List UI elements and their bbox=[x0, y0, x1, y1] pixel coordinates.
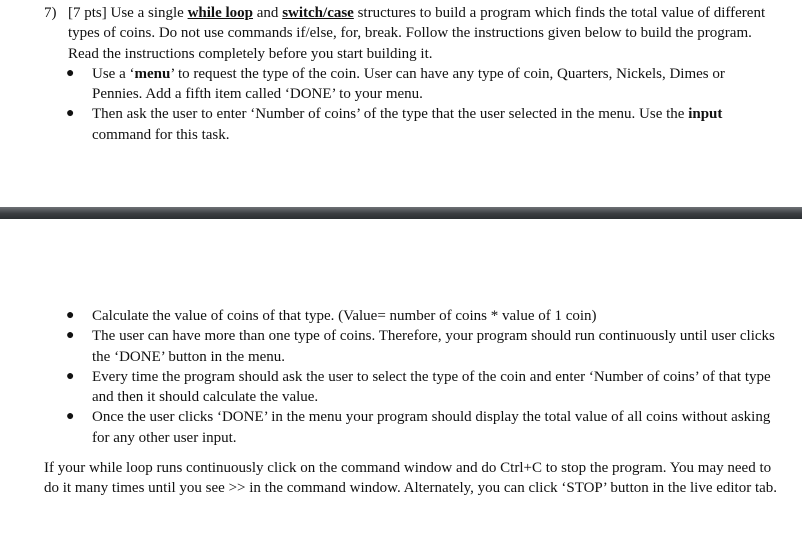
instruction-list-part2 bbox=[44, 306, 779, 448]
bullet-text-b: command for this task. bbox=[92, 126, 230, 143]
question-number: 7) bbox=[44, 5, 57, 21]
bullet-text: Calculate the value of coins of that type. (Value= number of coins * value of 1 coin) bbox=[92, 308, 597, 324]
list-item bbox=[44, 407, 779, 448]
question-text bbox=[68, 3, 779, 64]
keyword-input: input bbox=[688, 106, 723, 123]
bullet-icon: ● bbox=[66, 409, 75, 425]
intro-text-a: Use a single bbox=[110, 5, 188, 21]
list-item bbox=[44, 326, 779, 367]
bullet-text: Every time the program should ask the user to select the type of the coin and enter ‘Number of coins’ of that type and then it should calculate the value. bbox=[92, 368, 771, 406]
intro-text-c: structures to build a program which finds the total value of different types of coins. Do not use commands if/else, for, break. Follow the instructions given below to build the program. Read the instructions completely before you start building it. bbox=[68, 5, 766, 62]
bullet-icon: ● bbox=[66, 328, 75, 344]
list-item bbox=[44, 306, 779, 326]
bullet-text-a: Then ask the user to enter ‘Number of coins’ of the type that the user selected in the menu. Use the bbox=[92, 106, 689, 123]
intro-text-b: and bbox=[253, 5, 283, 21]
bullet-text-a: Use a ‘ bbox=[92, 65, 135, 82]
bullet-text: Once the user clicks ‘DONE’ in the menu your program should display the total value of all coins without asking for any other user input. bbox=[92, 409, 771, 446]
bullet-icon: ● bbox=[66, 65, 75, 81]
keyword-while-loop: while loop bbox=[187, 5, 254, 21]
bullet-icon: ● bbox=[66, 308, 75, 323]
question-points: [7 pts] bbox=[68, 5, 107, 21]
bullet-icon: ● bbox=[66, 106, 75, 122]
page-divider-bar bbox=[0, 207, 802, 219]
keyword-menu: menu bbox=[134, 65, 171, 82]
keyword-switch-case: switch/case bbox=[282, 5, 354, 21]
bullet-text: The user can have more than one type of coins. Therefore, your program should run continuously until user clicks the ‘DONE’ button in the menu. bbox=[92, 328, 775, 365]
bullet-icon: ● bbox=[66, 368, 75, 384]
list-item bbox=[44, 104, 779, 145]
question-7-continued bbox=[44, 306, 779, 499]
list-item bbox=[44, 367, 779, 408]
closing-paragraph: If your while loop runs continuously click on the command window and do Ctrl+C to stop the program. You may need to do it many times until you see >> in the command window. Alternately, you can click ‘STOP’ button in the live editor tab. bbox=[44, 460, 778, 497]
bullet-text-b: ’ to request the type of the coin. User can have any type of coin, Quarters, Nickels, Dimes or Pennies. Add a fifth item called ‘DONE’ to your menu. bbox=[92, 65, 725, 103]
question-7 bbox=[44, 3, 779, 145]
instruction-list-part1 bbox=[44, 64, 779, 145]
list-item bbox=[44, 64, 779, 105]
